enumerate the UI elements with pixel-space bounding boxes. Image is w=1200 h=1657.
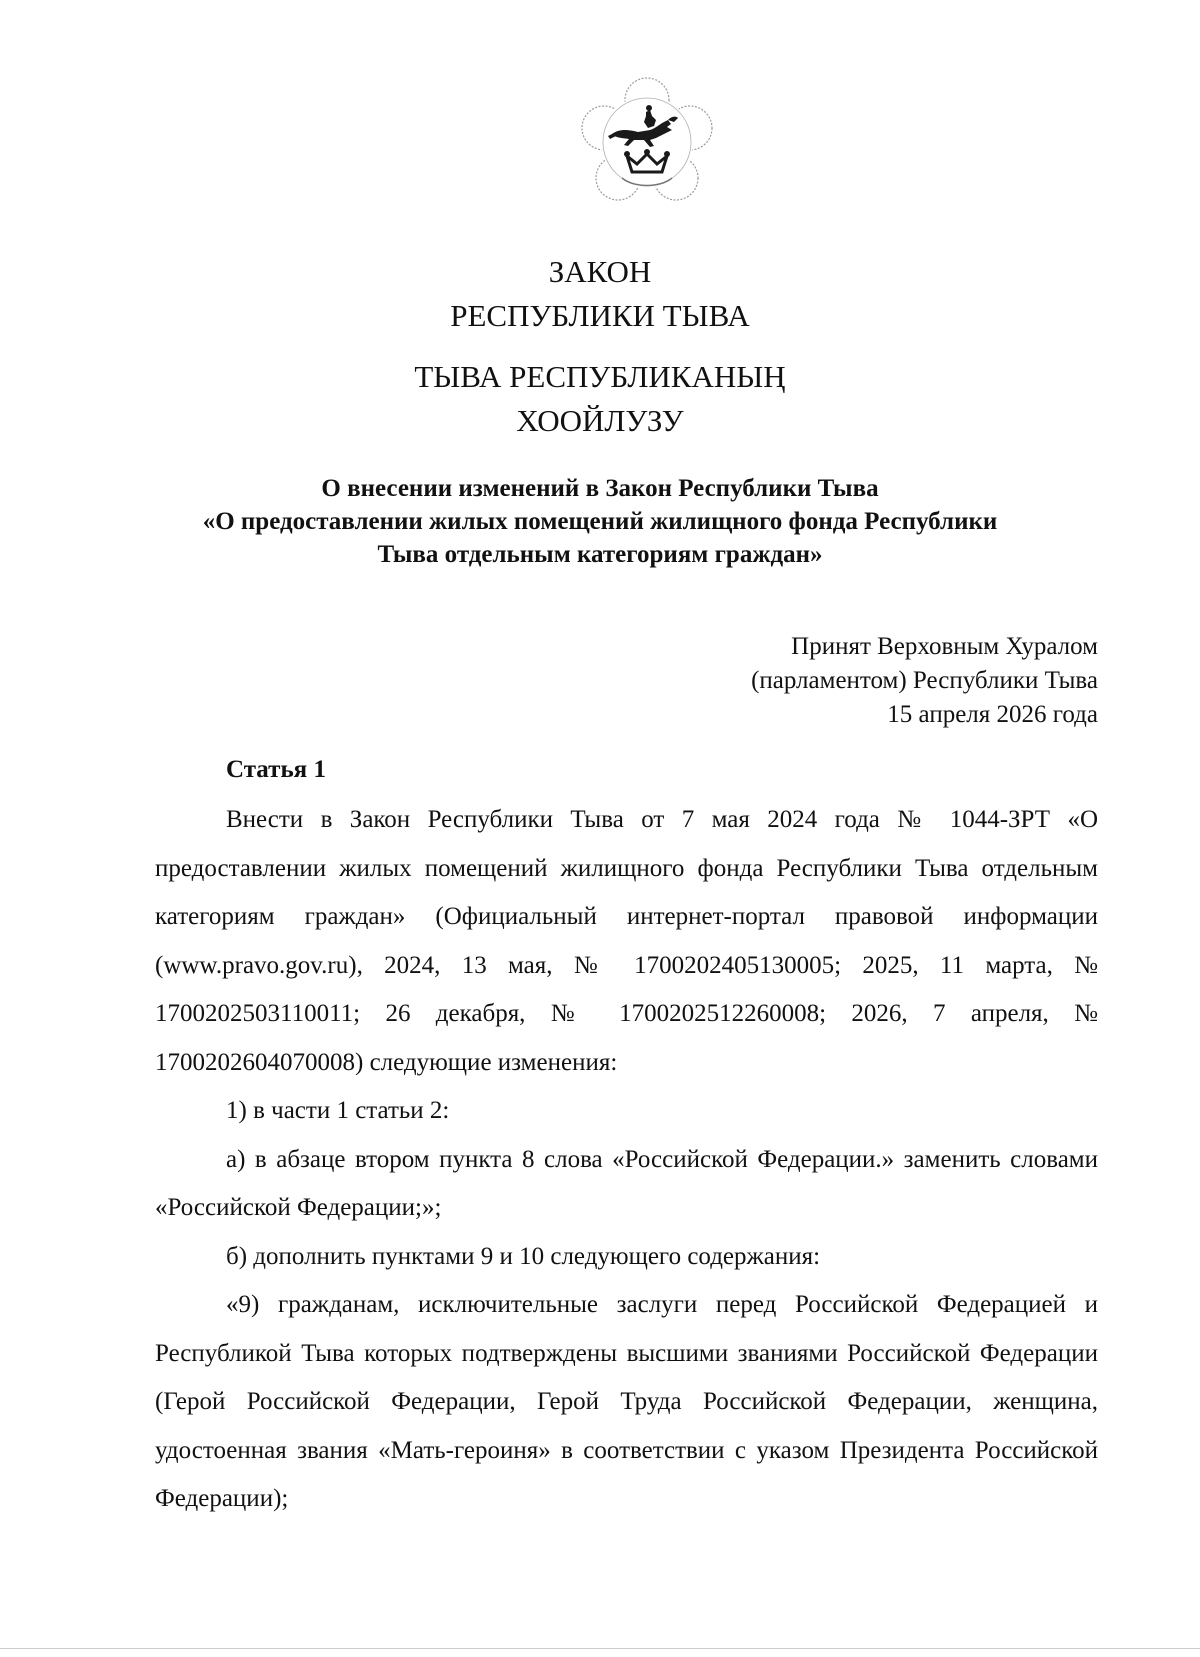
law-heading-line4: ХООЙЛУЗУ (516, 403, 684, 438)
adoption-date: 15 апреля 2026 года (887, 701, 1098, 728)
item-9: «9) гражданам, исключительные заслуги перед Российской Федерацией и Республикой Тыва которых подтверждены высшими званиями Российской Федерации (Герой Российской Федерации, Герой Труда Российской Федерации, женщина, удостоенная звания «Мать-героиня» в соответствии с указом Президента Российской Федерации); (155, 1291, 1098, 1512)
law-title-line1: О внесении изменений в Закон Республики Тыва (321, 475, 879, 502)
law-heading-line2: РЕСПУБЛИКИ ТЫВА (450, 298, 750, 333)
law-title (0, 472, 1200, 571)
item-1: 1) в части 1 статьи 2: (226, 1097, 450, 1124)
item-a: а) в абзаце втором пункта 8 слова «Российской Федерации.» заменить словами «Российской Федерации;»; (155, 1145, 1098, 1221)
adoption-line2: (парламентом) Республики Тыва (751, 667, 1098, 694)
law-heading-line1: ЗАКОН (548, 254, 652, 289)
coat-of-arms-emblem (572, 70, 722, 220)
adoption-line1: Принят Верховным Хуралом (791, 633, 1098, 660)
article-intro-paragraph: Внести в Закон Республики Тыва от 7 мая 2024 года № 1044-ЗРТ «О предоставлении жилых помещений жилищного фонда Республики Тыва отдельным категориям граждан» (Официальный интернет-портал правовой информации (www.pravo.gov.ru), 2024, 13 мая, № 1700202405130005; 2025, 11 марта, № 1700202503110011; 26 декабря, № 1700202512260008; 2026, 7 апреля, № 1700202604070008) следующие изменения: (155, 806, 1098, 1076)
item-b: б) дополнить пунктами 9 и 10 следующего содержания: (226, 1242, 821, 1270)
page-bottom-edge (0, 1648, 1200, 1649)
adoption-block (751, 630, 1098, 732)
law-heading-line3: ТЫВА РЕСПУБЛИКАНЫҢ (414, 359, 786, 394)
article-heading: Статья 1 (226, 756, 326, 783)
article-body (155, 796, 1098, 1524)
law-title-line2: «О предоставлении жилых помещений жилищного фонда Республики (202, 508, 998, 535)
law-title-line3: Тыва отдельным категориям граждан» (377, 541, 823, 568)
